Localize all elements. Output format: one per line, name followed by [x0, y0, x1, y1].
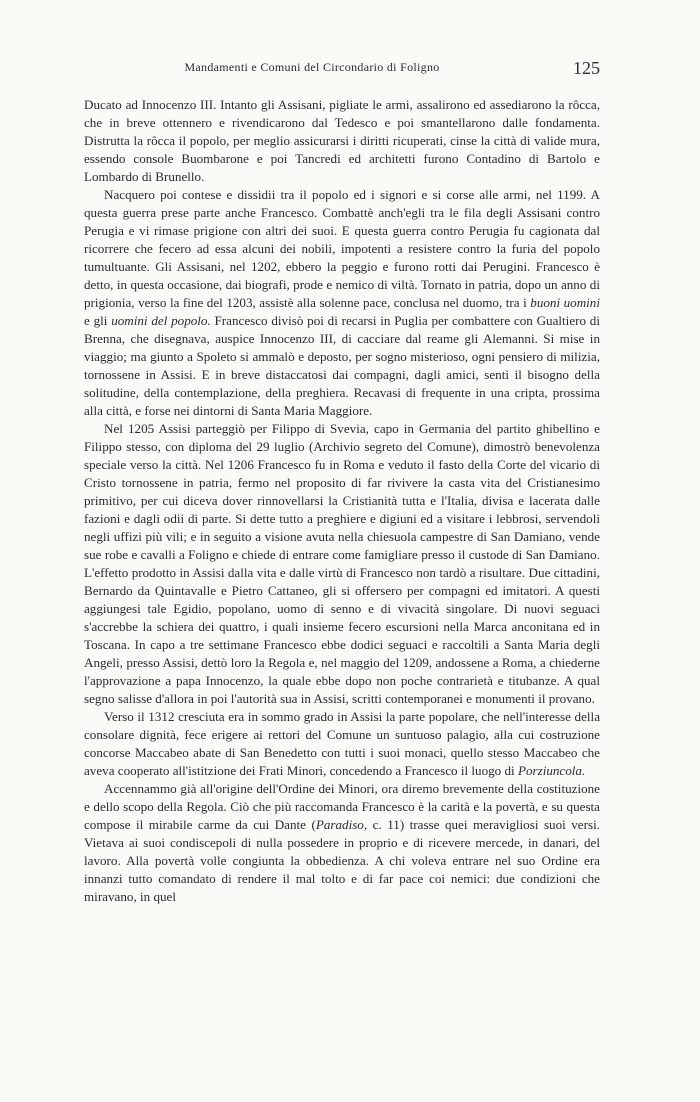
page-number: 125	[573, 58, 600, 78]
paragraph	[84, 708, 600, 780]
page-header	[84, 58, 600, 82]
paragraph	[84, 780, 600, 906]
text-run: Verso il 1312 cresciuta era in sommo grado in Assisi la parte popolare, che nell'interesse della consolare dignità, fece erigere ai rettori del Comune un suntuoso palagio, alla cui costruzione concorse Maccabeo abate di San Benedetto con tutti i suoi monaci, quello stesso Maccabeo che aveva cooperato all'istitzione dei Frati Minori, concedendo a Francesco il luogo di	[84, 709, 600, 778]
running-title: Mandamenti e Comuni del Circondario di Foligno	[184, 60, 440, 74]
paragraph	[84, 186, 600, 420]
text-run: Francesco divisò poi di recarsi in Puglia per combattere con Gualtiero di Brenna, che disegnava, auspice Innocenzo III, di cacciare dal reame gli Alemanni. Si mise in viaggio; ma giunto a Spoleto si ammalò e deposto, per sogno misterioso, ogni pensiero di milizia, tornossene in Assisi. E in breve distaccatosi dai compagni, dagli amici, sentì il bisogno della solitudine, della contemplazione, della preghiera. Recavasi di frequente in una cripta, prossima alla città, e forse nei dintorni di Santa Maria Maggiore.	[84, 313, 600, 418]
text-run: e gli	[84, 313, 112, 328]
text-run: Nacquero poi contese e dissidii tra il popolo ed i signori e si corse alle armi, nel 1199. A questa guerra prese parte anche Francesco. Combattè anch'egli tra le fila degli Assisani contro Perugia e vi rimase prigione con altri dei suoi. E questa guerra contro Perugia fu cagionata dal ricorrere che fecero ad essa alcuni dei nobili, impotenti a resistere contro la furia del popolo tumultuante. Gli Assisani, nel 1202, ebbero la peggio e furono rotti dai Perugini. Francesco è detto, in questa occasione, dai biografi, prode e nemico di viltà. Tornato in patria, dopo un anno di prigionia, verso la fine del 1203, assistè alla solenne pace, conclusa nel duomo, tra i	[84, 187, 600, 310]
text-run: c. 11) trasse quei meravigliosi suoi versi. Vietava ai suoi condiscepoli di nulla possedere in proprio e di ricevere mercede, in danari, del lavoro. Alla povertà volle congiunta la obbedienza. A chi voleva entrare nel suo Ordine era innanzi tutto comandato di rendere il mal tolto e di far pace coi nemici: due condizioni che miravano, in quel	[84, 817, 600, 904]
text-run: Ducato ad Innocenzo III. Intanto gli Assisani, pigliate le armi, assalirono ed assediarono la rôcca, che in breve ottennero e rivendicarono dal Tedesco e poi smantellarono dalle fondamenta. Distrutta la rôcca il popolo, per meglio assicurarsi i diritti ricuperati, cinse la città di valide mura, essendo console Buombarone e poi Tancredi ed architetti furono Contadino di Bartolo e Lombardo di Brunello.	[84, 97, 600, 184]
text-run: Accennammo già all'origine dell'Ordine dei Minori, ora diremo brevemente della costituzione e dello scopo della Regola. Ciò che più raccomanda Francesco è la carità e la povertà, e su questa compose il mirabile carme da cui Dante (	[84, 781, 600, 832]
body-text	[84, 96, 600, 906]
paragraph	[84, 420, 600, 708]
italic-text: buoni uomini	[530, 295, 600, 310]
italic-text: uomini del popolo.	[111, 313, 211, 328]
text-run: Nel 1205 Assisi parteggiò per Filippo di Svevia, capo in Germania del partito ghibellino e Filippo stesso, con diploma del 29 luglio (Archivio segreto del Comune), dimostrò benevolenza speciale verso la città. Nel 1206 Francesco fu in Roma e veduto il fasto della Corte del vicario di Cristo tornossene in patria, fermo nel proposito di far rivivere la casta vita del Cristianesimo primitivo, per cui diceva dover rinnovellarsi la Cristianità tutta e l'Italia, divisa e lacerata dalle fazioni e dagli odii di parte. Si dette tutto a preghiere e digiuni ed a visitare i lebbrosi, servendoli negli uffizi più vili; e in seguito a visione avuta nella chiesuola campestre di San Damiano, vende sue robe e cavalli a Foligno e chiede di entrare come famigliare presso il custode di San Damiano. L'effetto prodotto in Assisi dalla vita e dalle virtù di Francesco non tardò a risultare. Due cittadini, Bernardo da Quintavalle e Pietro Cattaneo, gli si offersero per compagni ed imitatori. A questi aggiungesi tale Egidio, popolano, uomo di senno e di vivacità singolare. Di nuovi seguaci s'accrebbe la schiera dei quattro, i quali insieme fecero escursioni nella Marca anconitana ed in Toscana. In capo a tre settimane Francesco ebbe dodici seguaci e raccoltili a Santa Maria degli Angeli, presso Assisi, dettò loro la Regola e, nel maggio del 1209, andossene a Roma, a chiederne l'approvazione a papa Innocenzo, la quale ebbe dopo non poche contrarietà e titubanze. A qual segno salisse d'allora in poi l'autorità sua in Assisi, scritti contemporanei e monumenti il provano.	[84, 421, 600, 706]
italic-text: Paradiso,	[315, 817, 368, 832]
paragraph	[84, 96, 600, 186]
italic-text: Porziuncola.	[517, 763, 586, 778]
